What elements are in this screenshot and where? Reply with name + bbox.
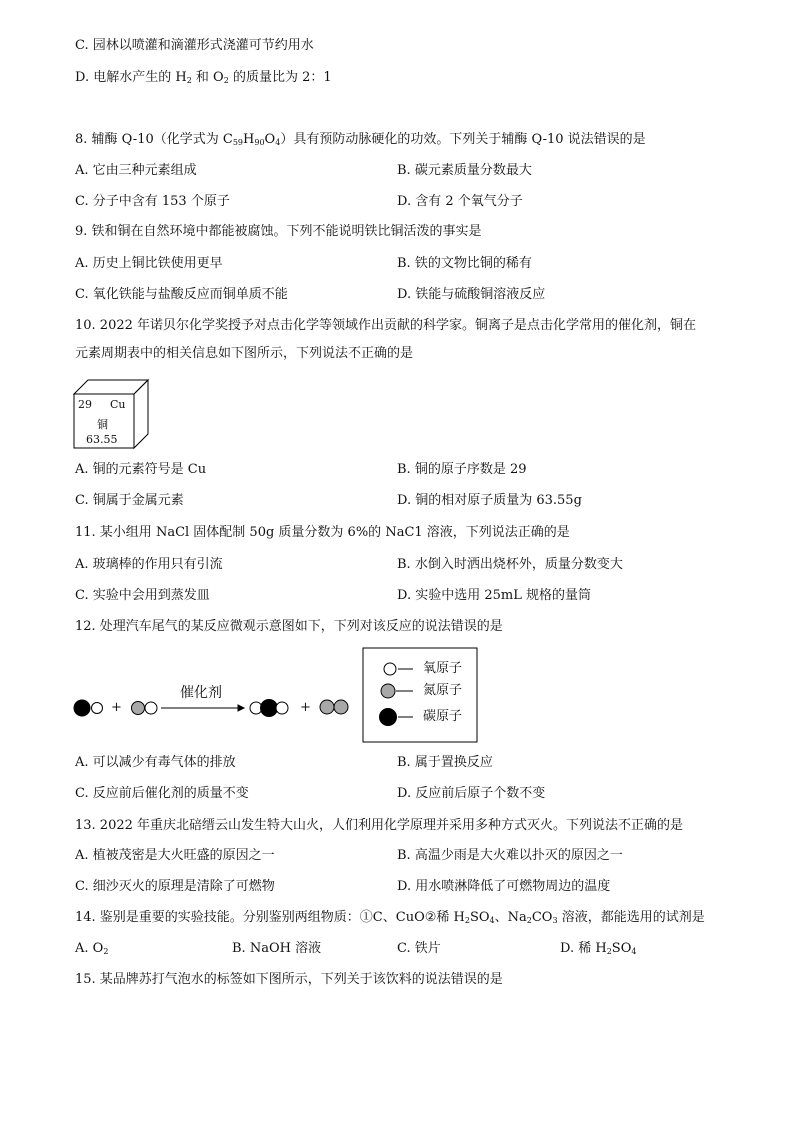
q9-option-a: A. 历史上铜比铁使用更早 [75, 256, 223, 271]
q11-option-a: A. 玻璃棒的作用只有引流 [75, 557, 223, 572]
q8-option-a: A. 它由三种元素组成 [75, 163, 197, 178]
q9-option-d: D. 铁能与硫酸铜溶液反应 [397, 287, 546, 302]
q15-stem: 15. 某品牌苏打气泡水的标签如下图所示，下列关于该饮料的说法错误的是 [75, 972, 503, 987]
q13-option-a: A. 植被茂密是大火旺盛的原因之一 [75, 848, 275, 863]
q10-stem-line1: 10. 2022 年诺贝尔化学奖授予对点击化学等领域作出贡献的科学家。铜离子是点击化学常用的催化剂，铜在 [75, 318, 697, 333]
q8-stem: 8. 辅酶 Q-10（化学式为 $C_{59}H_{90}O_4$）具有预防动脉硬化的功效。下列关于辅酶 Q-10 说法错误的是 [75, 132, 646, 147]
q14-stem: 14. 鉴别是重要的实验技能。分别鉴别两组物质：①C、CuO②稀 $H_2SO_4$、$Na_2CO_3$ 溶液，都能选用的试剂是 [75, 910, 705, 925]
oxygen-atom [92, 703, 103, 714]
q12-option-b: B. 属于置换反应 [397, 755, 493, 770]
atomic-number: 29 [78, 398, 92, 411]
plus-sign: + [300, 700, 311, 715]
atomic-mass: 63.55 [86, 433, 118, 446]
q10-option-b: B. 铜的原子序数是 29 [397, 462, 527, 477]
q8-option-c: C. 分子中含有 153 个原子 [75, 194, 230, 209]
oxygen-atom [276, 702, 288, 714]
q9-option-b: B. 铁的文物比铜的稀有 [397, 256, 532, 271]
q14-option-b: B. NaOH 溶液 [232, 941, 322, 956]
q8-option-d: D. 含有 2 个氧气分子 [397, 194, 523, 209]
q14-option-c: C. 铁片 [397, 941, 441, 956]
element-symbol: Cu [110, 398, 126, 411]
q7-option-c: C. 园林以喷灌和滴灌形式浇灌可节约用水 [75, 38, 314, 53]
q11-option-d: D. 实验中选用 25mL 规格的量筒 [397, 588, 591, 603]
q10-option-c: C. 铜属于金属元素 [75, 493, 184, 508]
q11-option-b: B. 水倒入时洒出烧杯外，质量分数变大 [397, 557, 623, 572]
q14-option-a: A. $O_2$ [75, 941, 109, 956]
nitrogen-atom [320, 700, 334, 714]
legend-carbon: 碳原子 [423, 709, 463, 724]
legend-oxygen: 氧原子 [423, 661, 463, 676]
q12-option-a: A. 可以减少有毒气体的排放 [75, 755, 236, 770]
nitrogen-atom [334, 700, 348, 714]
q11-stem: 11. 某小组用 NaCl 固体配制 50g 质量分数为 6%的 NaC1 溶液，下列说法正确的是 [75, 525, 570, 540]
q13-stem: 13. 2022 年重庆北碚缙云山发生特大山火，人们利用化学原理并采用多种方式灭火。下列说法不正确的是 [75, 818, 684, 833]
carbon-atom [261, 700, 278, 717]
q13-option-b: B. 高温少雨是大火难以扑灭的原因之一 [397, 848, 623, 863]
q13-option-c: C. 细沙灭火的原理是清除了可燃物 [75, 879, 275, 894]
legend-nitrogen: 氮原子 [423, 683, 463, 698]
q10-option-d: D. 铜的相对原子质量为 63.55g [397, 493, 582, 508]
nitrogen-atom [132, 702, 145, 715]
q8-option-b: B. 碳元素质量分数最大 [397, 163, 532, 178]
q12-stem: 12. 处理汽车尾气的某反应微观示意图如下，下列对该反应的说法错误的是 [75, 619, 503, 634]
q12-option-c: C. 反应前后催化剂的质量不变 [75, 786, 249, 801]
element-name: 铜 [97, 418, 108, 431]
q7-option-d: D. 电解水产生的 $H_2$ 和 $O_2$ 的质量比为 2：1 [75, 70, 332, 85]
q10-option-a: A. 铜的元素符号是 Cu [75, 462, 207, 477]
q12-option-d: D. 反应前后原子个数不变 [397, 786, 546, 801]
q14-option-d: D. 稀 $H_2SO_4$ [560, 941, 637, 956]
q9-stem: 9. 铁和铜在自然环境中都能被腐蚀。下列不能说明铁比铜活泼的事实是 [75, 224, 482, 239]
plus-sign: + [111, 700, 122, 715]
carbon-atom [74, 700, 90, 716]
q9-option-c: C. 氧化铁能与盐酸反应而铜单质不能 [75, 287, 288, 302]
catalyst-label: 催化剂 [180, 685, 222, 701]
reaction-diagram [60, 645, 480, 745]
q11-option-c: C. 实验中会用到蒸发皿 [75, 588, 210, 603]
q10-stem-line2: 元素周期表中的相关信息如下图所示，下列说法不正确的是 [75, 346, 414, 361]
oxygen-atom [145, 702, 157, 714]
q13-option-d: D. 用水喷淋降低了可燃物周边的温度 [397, 879, 611, 894]
